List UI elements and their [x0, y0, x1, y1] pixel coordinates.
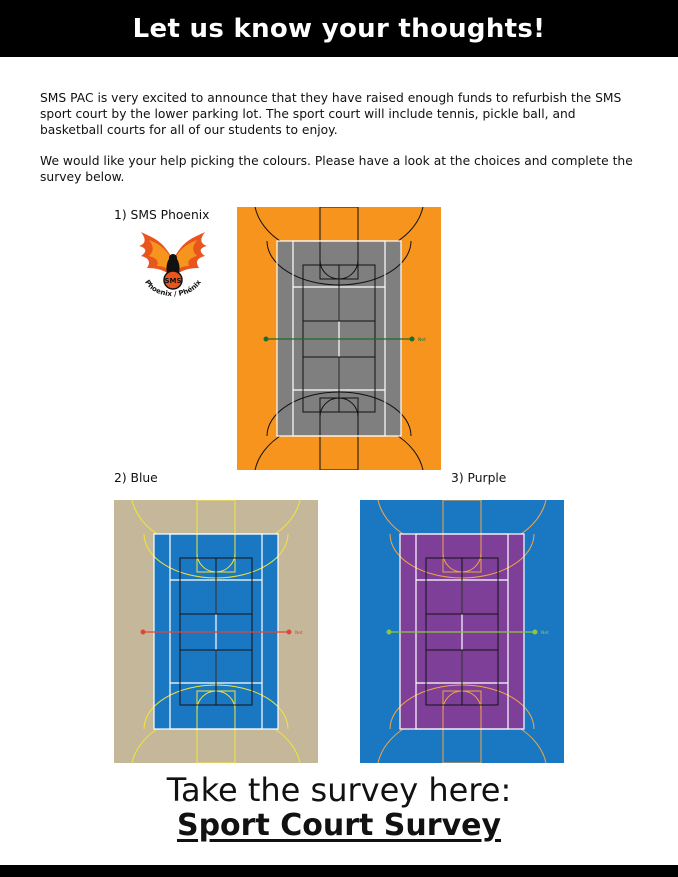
- net-post-right: [410, 337, 415, 342]
- survey-prompt: Take the survey here:: [166, 771, 512, 809]
- logo-ring-text: Phoenix / Phénix: [143, 278, 203, 299]
- court-option-2: [114, 500, 318, 763]
- page-footer: [0, 865, 678, 877]
- option-3-label: 3) Purple: [451, 471, 507, 485]
- page-title: Let us know your thoughts!: [132, 13, 546, 44]
- survey-link[interactable]: Sport Court Survey: [176, 808, 502, 843]
- intro-paragraph-1: SMS PAC is very excited to announce that they have raised enough funds to refurbish the SMS sport court by the lower parking lot. The sport court will include tennis, pickle ball, and basketball courts for all of our students to enjoy.: [40, 91, 622, 137]
- sms-badge: [164, 271, 182, 289]
- court-option-3: [360, 500, 564, 763]
- net-post-left: [264, 337, 269, 342]
- phoenix-logo-icon: [133, 230, 213, 302]
- court-option-1: [237, 207, 441, 470]
- net-post-right: [533, 630, 538, 635]
- net-post-right: [287, 630, 292, 635]
- net-post-left: [141, 630, 146, 635]
- intro-paragraph-2: We would like your help picking the colours. Please have a look at the choices and complete the survey below.: [40, 154, 633, 184]
- option-2-label: 2) Blue: [114, 471, 158, 485]
- net-post-left: [387, 630, 392, 635]
- net-label: Net: [541, 631, 549, 636]
- net-label: Net: [295, 631, 303, 636]
- page-header: [0, 0, 678, 57]
- logo-badge-text: SMS: [164, 277, 182, 285]
- option-1-label: 1) SMS Phoenix: [114, 208, 210, 222]
- net-label: Net: [418, 338, 426, 343]
